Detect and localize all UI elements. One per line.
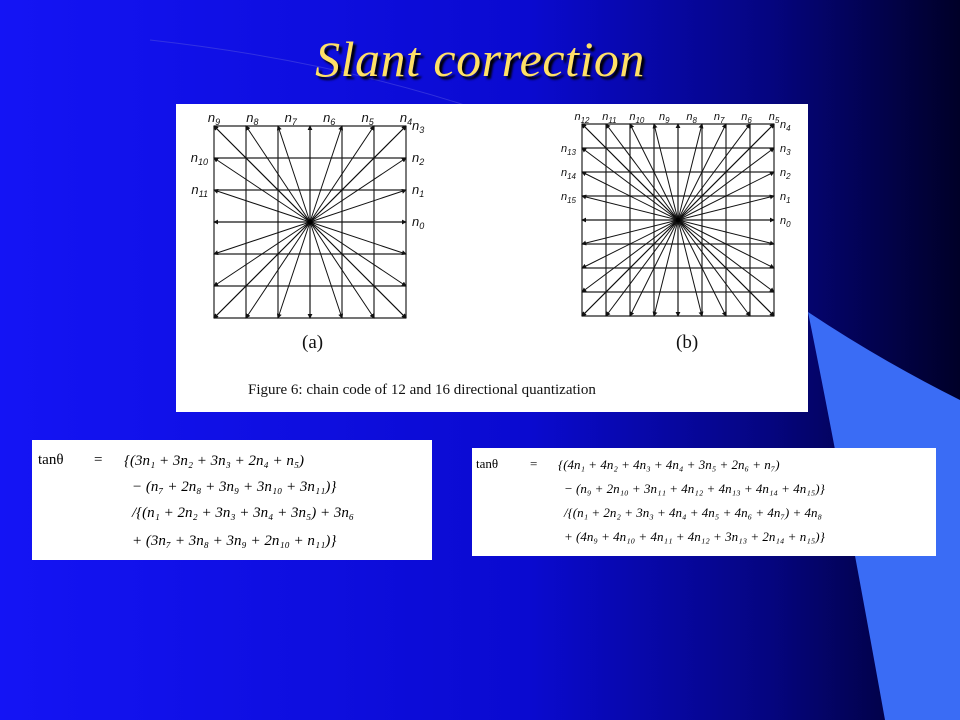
direction-label-n6: $n_6$ [323,110,336,127]
equation-line-2: − (n₉ + 2n₁₀ + 3n₁₁ + 4n₁₂ + 4n₁₃ + 4n₁₄ + 4n₁₅)} [564,481,825,496]
direction-arrow [214,126,310,222]
direction-label-n3: $n_3$ [412,118,425,135]
equation-line-3: /{(n₁ + 2n₂ + 3n₃ + 3n₄ + 3n₅) + 3n₆ [132,505,355,521]
direction-label-n10: $n_{10}$ [629,111,645,125]
figure-label-a: (a) [302,332,324,353]
direction-label-n14: $n_{14}$ [560,167,576,181]
chain-code-diagram-12 [184,104,444,329]
direction-label-n9: $n_9$ [658,111,670,125]
equation-equals: = [530,456,538,471]
direction-label-n3: $n_3$ [780,143,791,157]
direction-label-n8: $n_8$ [686,111,698,125]
direction-arrow [278,126,310,222]
direction-label-n6: $n_6$ [741,111,752,125]
equation-line-1: {(3n₁ + 3n₂ + 3n₃ + 2n₄ + n₅) [124,453,305,469]
equation-lhs: tanθ [476,456,499,471]
origin-point [308,220,313,225]
direction-label-n1: $n_1$ [780,191,791,205]
direction-label-n4: $n_4$ [780,119,791,133]
direction-arrow [310,126,342,222]
equation-line-3: /{(n₁ + 2n₂ + 3n₃ + 4n₄ + 4n₅ + 4n₆ + 4n₇) + 4n₈ [564,505,823,520]
direction-label-n11: $n_{11}$ [602,111,617,125]
direction-arrow [310,222,406,254]
figure-caption: Figure 6: chain code of 12 and 16 directional quantization [248,382,596,398]
equation-panel-16 [472,448,936,556]
chain-code-diagram-16 [556,104,808,329]
direction-label-n15: $n_{15}$ [560,191,576,205]
direction-label-n13: $n_{13}$ [560,143,576,157]
direction-arrow [310,222,342,318]
equation-line-4: + (4n₉ + 4n₁₀ + 4n₁₁ + 4n₁₂ + 3n₁₃ + 2n₁₄ + n₁₅)} [564,529,825,544]
direction-label-n1: $n_1$ [412,182,425,199]
origin-point [676,218,681,223]
slide-title: Slant correction [315,31,645,87]
direction-arrow [214,222,310,254]
direction-label-n10: $n_{10}$ [190,150,208,167]
direction-label-n12: $n_{12}$ [574,111,590,125]
direction-label-n7: $n_7$ [713,111,725,125]
direction-arrow [278,222,310,318]
equation-equals: = [94,452,103,468]
direction-arrow [310,190,406,222]
direction-label-n7: $n_7$ [284,110,297,127]
equation-line-2: − (n₇ + 2n₈ + 3n₉ + 3n₁₀ + 3n₁₁)} [132,479,337,495]
direction-arrow [310,222,406,318]
direction-label-n2: $n_2$ [780,167,791,181]
direction-label-n2: $n_2$ [412,150,425,167]
figure-panel [176,104,808,412]
direction-label-n5: $n_5$ [361,110,374,127]
direction-label-n11: $n_{11}$ [191,182,208,199]
direction-label-n5: $n_5$ [768,111,780,125]
equation-line-1: {(4n₁ + 4n₂ + 4n₃ + 4n₄ + 3n₅ + 2n₆ + n₇) [558,457,780,472]
direction-label-n8: $n_8$ [246,110,259,127]
equation-line-4: + (3n₇ + 3n₈ + 3n₉ + 2n₁₀ + n₁₁)} [132,533,337,549]
equation-lhs: tanθ [38,452,64,468]
direction-arrow [310,126,406,222]
direction-arrow [214,222,310,318]
direction-arrow [214,190,310,222]
equation-panel-12 [32,440,432,560]
figure-label-b: (b) [676,332,699,353]
direction-label-n4: $n_4$ [399,110,413,127]
direction-label-n9: $n_9$ [207,110,221,127]
direction-label-n0: $n_0$ [412,214,425,231]
direction-label-n0: $n_0$ [780,215,791,229]
